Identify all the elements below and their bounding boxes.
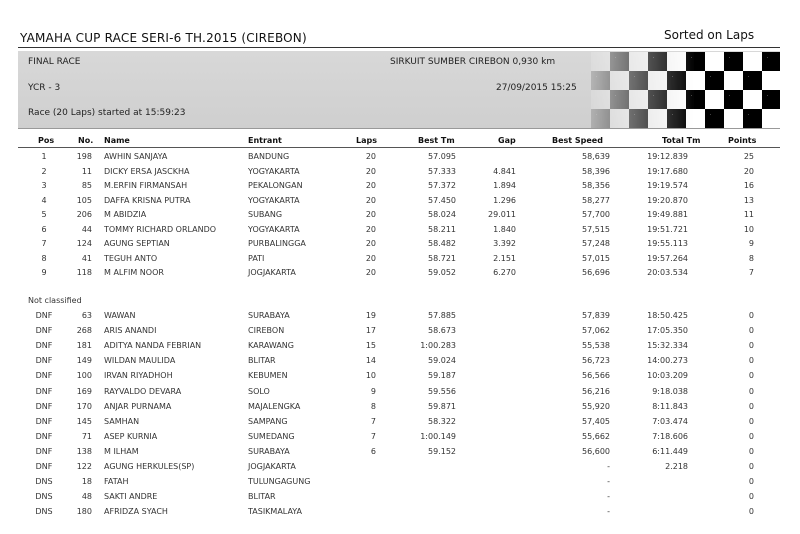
laps-cell: 17 bbox=[365, 326, 376, 336]
number-cell: 105 bbox=[76, 195, 92, 205]
entrant-cell: TASIKMALAYA bbox=[248, 507, 303, 517]
gap-cell: 1.840 bbox=[493, 224, 516, 234]
best-time-cell: 58.673 bbox=[428, 326, 456, 336]
best-time-cell: 58.721 bbox=[428, 253, 456, 263]
entrant-cell: KARAWANG bbox=[248, 341, 294, 351]
total-time-cell: 20:03.534 bbox=[647, 268, 688, 277]
total-time-cell: 17:05.350 bbox=[647, 326, 688, 336]
race-start-info: Race (20 Laps) started at 15:59:23 bbox=[28, 108, 186, 118]
points-cell: 0 bbox=[748, 492, 754, 502]
rider-name-cell: WAWAN bbox=[104, 311, 136, 320]
points-cell: 0 bbox=[748, 477, 754, 487]
points-cell: 0 bbox=[748, 401, 754, 411]
col-pos: Pos bbox=[38, 136, 55, 145]
number-cell: 44 bbox=[81, 224, 92, 234]
entrant-cell: SOLO bbox=[248, 386, 270, 396]
best-time-cell: 58.024 bbox=[428, 210, 456, 219]
gap-cell: 1.296 bbox=[493, 195, 516, 205]
col-best-speed: Best Speed bbox=[552, 136, 603, 145]
number-cell: 268 bbox=[76, 326, 92, 336]
table-row bbox=[0, 254, 800, 268]
best-speed-cell: 56,723 bbox=[582, 356, 610, 366]
total-time-cell: 15:32.334 bbox=[647, 341, 688, 351]
entrant-cell: CIREBON bbox=[248, 326, 285, 336]
laps-cell: 20 bbox=[365, 224, 376, 234]
entrant-cell: SUMEDANG bbox=[248, 431, 295, 441]
col-total-tm: Total Tm bbox=[662, 136, 701, 145]
best-time-cell: 57.885 bbox=[428, 311, 456, 320]
rider-name-cell: M ILHAM bbox=[104, 446, 139, 456]
race-name: FINAL RACE bbox=[28, 57, 81, 67]
race-class: YCR - 3 bbox=[28, 83, 61, 93]
header-divider bbox=[18, 147, 780, 148]
gap-cell: 6.270 bbox=[493, 268, 516, 277]
best-time-cell: 58.322 bbox=[428, 416, 456, 426]
total-time-cell: 7:18.606 bbox=[652, 431, 688, 441]
points-cell: 9 bbox=[748, 239, 754, 248]
number-cell: 100 bbox=[76, 371, 92, 381]
best-speed-cell: 57,248 bbox=[582, 239, 610, 248]
table-row bbox=[0, 225, 800, 239]
best-speed-cell: 55,538 bbox=[582, 341, 610, 351]
position-cell: DNF bbox=[35, 356, 53, 366]
entrant-cell: SAMPANG bbox=[248, 416, 288, 426]
table-row bbox=[0, 268, 800, 282]
best-time-cell: 57.095 bbox=[428, 152, 456, 161]
laps-cell: 8 bbox=[370, 401, 376, 411]
best-speed-cell: 56,696 bbox=[582, 268, 610, 277]
total-time-cell: 19:55.113 bbox=[647, 239, 688, 248]
total-time-cell: 10:03.209 bbox=[647, 371, 688, 381]
entrant-cell: YOGYAKARTA bbox=[248, 195, 300, 205]
table-row bbox=[0, 341, 800, 355]
position-cell: DNF bbox=[35, 326, 53, 336]
total-time-cell: 19:12.839 bbox=[647, 152, 688, 161]
laps-cell: 15 bbox=[365, 341, 376, 351]
rider-name-cell: WILDAN MAULIDA bbox=[104, 356, 176, 366]
number-cell: 180 bbox=[76, 507, 92, 517]
points-cell: 0 bbox=[748, 326, 754, 336]
number-cell: 145 bbox=[76, 416, 92, 426]
number-cell: 170 bbox=[76, 401, 92, 411]
position-cell: 4 bbox=[41, 195, 47, 205]
number-cell: 122 bbox=[76, 462, 92, 471]
entrant-cell: YOGYAKARTA bbox=[248, 166, 300, 176]
sort-label: Sorted on Laps bbox=[664, 28, 755, 42]
points-cell: 20 bbox=[743, 166, 754, 176]
table-row bbox=[0, 447, 800, 461]
rider-name-cell: AGUNG HERKULES(SP) bbox=[104, 462, 195, 471]
best-time-cell: 57.450 bbox=[428, 195, 456, 205]
best-speed-cell: 56,566 bbox=[582, 371, 610, 381]
title-divider bbox=[18, 47, 780, 48]
points-cell: 0 bbox=[748, 341, 754, 351]
rider-name-cell: DICKY ERSA JASCKHA bbox=[104, 166, 190, 176]
best-speed-cell: 57,062 bbox=[582, 326, 610, 336]
laps-cell: 20 bbox=[365, 166, 376, 176]
laps-cell: 20 bbox=[365, 152, 376, 161]
position-cell: DNF bbox=[35, 462, 53, 471]
table-row bbox=[0, 356, 800, 370]
number-cell: 124 bbox=[76, 239, 92, 248]
table-row bbox=[0, 196, 800, 210]
best-time-cell: 58.211 bbox=[428, 224, 456, 234]
rider-name-cell: M ABIDZIA bbox=[104, 210, 147, 219]
table-row bbox=[0, 181, 800, 195]
points-cell: 0 bbox=[748, 431, 754, 441]
best-speed-cell: - bbox=[607, 507, 610, 517]
best-time-cell: 59.024 bbox=[428, 356, 456, 366]
gap-cell: 29.011 bbox=[488, 210, 516, 219]
col-name: Name bbox=[104, 136, 130, 145]
best-speed-cell: 55,920 bbox=[582, 401, 610, 411]
best-speed-cell: 57,015 bbox=[582, 253, 610, 263]
best-time-cell: 59.187 bbox=[428, 371, 456, 381]
rider-name-cell: RAYVALDO DEVARA bbox=[104, 386, 182, 396]
number-cell: 149 bbox=[76, 356, 92, 366]
laps-cell: 20 bbox=[365, 195, 376, 205]
points-cell: 13 bbox=[743, 195, 754, 205]
best-speed-cell: 55,662 bbox=[582, 431, 610, 441]
total-time-cell: 19:51.721 bbox=[647, 224, 688, 234]
position-cell: DNF bbox=[35, 431, 53, 441]
number-cell: 11 bbox=[81, 166, 92, 176]
position-cell: DNS bbox=[35, 492, 53, 502]
table-row bbox=[0, 387, 800, 401]
total-time-cell: 8:11.843 bbox=[652, 401, 688, 411]
table-row bbox=[0, 477, 800, 491]
best-time-cell: 57.333 bbox=[428, 166, 456, 176]
points-cell: 7 bbox=[748, 268, 754, 277]
best-time-cell: 59.556 bbox=[428, 386, 456, 396]
points-cell: 0 bbox=[748, 356, 754, 366]
entrant-cell: SURABAYA bbox=[248, 446, 290, 456]
points-cell: 0 bbox=[748, 371, 754, 381]
table-row bbox=[0, 311, 800, 325]
total-time-cell: 6:11.449 bbox=[652, 446, 688, 456]
rider-name-cell: FATAH bbox=[104, 477, 129, 487]
best-time-cell: 1:00.149 bbox=[420, 431, 456, 441]
laps-cell: 14 bbox=[365, 356, 376, 366]
total-time-cell: 7:03.474 bbox=[652, 416, 688, 426]
entrant-cell: MAJALENGKA bbox=[248, 401, 301, 411]
best-speed-cell: 58,356 bbox=[582, 181, 610, 190]
position-cell: DNF bbox=[35, 311, 53, 320]
entrant-cell: JOGJAKARTA bbox=[248, 462, 296, 471]
entrant-cell: SURABAYA bbox=[248, 311, 290, 320]
rider-name-cell: ADITYA NANDA FEBRIAN bbox=[104, 341, 202, 351]
total-time-cell: 19:57.264 bbox=[647, 253, 688, 263]
total-time-cell: 9:18.038 bbox=[652, 386, 688, 396]
laps-cell: 9 bbox=[370, 386, 376, 396]
table-row bbox=[0, 507, 800, 521]
not-classified-label: Not classified bbox=[28, 296, 82, 305]
laps-cell: 20 bbox=[365, 268, 376, 277]
position-cell: 7 bbox=[41, 239, 47, 248]
total-time-cell: 19:20.870 bbox=[647, 195, 688, 205]
points-cell: 8 bbox=[748, 253, 754, 263]
position-cell: 3 bbox=[41, 181, 47, 190]
total-time-cell: 2.218 bbox=[665, 462, 688, 471]
position-cell: DNF bbox=[35, 416, 53, 426]
best-time-cell: 59.152 bbox=[428, 446, 456, 456]
best-speed-cell: 56,600 bbox=[582, 446, 610, 456]
best-time-cell: 59.871 bbox=[428, 401, 456, 411]
points-cell: 10 bbox=[743, 224, 754, 234]
entrant-cell: BANDUNG bbox=[248, 152, 290, 161]
best-speed-cell: 56,216 bbox=[582, 386, 610, 396]
rider-name-cell: TEGUH ANTO bbox=[104, 253, 158, 263]
table-row bbox=[0, 462, 800, 476]
table-row bbox=[0, 326, 800, 340]
table-row bbox=[0, 402, 800, 416]
position-cell: 1 bbox=[41, 152, 47, 161]
rider-name-cell: SAKTI ANDRE bbox=[104, 492, 158, 502]
entrant-cell: PATI bbox=[248, 253, 265, 263]
total-time-cell: 19:19.574 bbox=[647, 181, 688, 190]
best-speed-cell: 57,700 bbox=[582, 210, 610, 219]
laps-cell: 20 bbox=[365, 253, 376, 263]
position-cell: DNF bbox=[35, 341, 53, 351]
number-cell: 138 bbox=[76, 446, 92, 456]
rider-name-cell: M ALFIM NOOR bbox=[104, 268, 164, 277]
table-row bbox=[0, 152, 800, 166]
laps-cell: 20 bbox=[365, 210, 376, 219]
entrant-cell: BLITAR bbox=[248, 356, 276, 366]
best-time-cell: 58.482 bbox=[428, 239, 456, 248]
entrant-cell: JOGJAKARTA bbox=[248, 268, 296, 277]
best-speed-cell: 57,405 bbox=[582, 416, 610, 426]
position-cell: DNF bbox=[35, 401, 53, 411]
number-cell: 18 bbox=[81, 477, 92, 487]
position-cell: 5 bbox=[41, 210, 47, 219]
table-row bbox=[0, 432, 800, 446]
points-cell: 0 bbox=[748, 416, 754, 426]
rider-name-cell: AFRIDZA SYACH bbox=[104, 507, 168, 517]
gap-cell: 4.841 bbox=[493, 166, 516, 176]
number-cell: 169 bbox=[76, 386, 92, 396]
position-cell: 2 bbox=[41, 166, 47, 176]
position-cell: DNS bbox=[35, 477, 53, 487]
number-cell: 48 bbox=[81, 492, 92, 502]
col-points: Points bbox=[728, 136, 757, 145]
entrant-cell: PEKALONGAN bbox=[248, 181, 303, 190]
best-speed-cell: 58,396 bbox=[582, 166, 610, 176]
rider-name-cell: ANJAR PURNAMA bbox=[104, 401, 172, 411]
points-cell: 0 bbox=[748, 446, 754, 456]
position-cell: 8 bbox=[41, 253, 47, 263]
position-cell: DNF bbox=[35, 446, 53, 456]
position-cell: DNF bbox=[35, 371, 53, 381]
gap-cell: 2.151 bbox=[493, 253, 516, 263]
gap-cell: 1.894 bbox=[493, 181, 516, 190]
table-row bbox=[0, 210, 800, 224]
position-cell: DNS bbox=[35, 507, 53, 517]
total-time-cell: 19:17.680 bbox=[647, 166, 688, 176]
rider-name-cell: ARIS ANANDI bbox=[104, 326, 157, 336]
position-cell: 6 bbox=[41, 224, 47, 234]
table-row bbox=[0, 492, 800, 506]
laps-cell: 7 bbox=[370, 431, 376, 441]
laps-cell: 10 bbox=[365, 371, 376, 381]
page-title: YAMAHA CUP RACE SERI-6 TH.2015 (CIREBON) bbox=[20, 31, 307, 45]
col-gap: Gap bbox=[498, 136, 516, 145]
rider-name-cell: TOMMY RICHARD ORLANDO bbox=[104, 224, 217, 234]
laps-cell: 7 bbox=[370, 416, 376, 426]
points-cell: 0 bbox=[748, 386, 754, 396]
best-speed-cell: - bbox=[607, 492, 610, 502]
rider-name-cell: AGUNG SEPTIAN bbox=[104, 239, 170, 248]
table-row bbox=[0, 239, 800, 253]
gap-cell: 3.392 bbox=[493, 239, 516, 248]
rider-name-cell: IRVAN RIYADHOH bbox=[104, 371, 173, 381]
race-datetime: 27/09/2015 15:25 bbox=[496, 83, 577, 93]
best-speed-cell: 58,639 bbox=[582, 152, 610, 161]
number-cell: 206 bbox=[76, 210, 92, 219]
laps-cell: 20 bbox=[365, 181, 376, 190]
points-cell: 0 bbox=[748, 507, 754, 517]
table-row bbox=[0, 167, 800, 181]
checkered-flag bbox=[591, 52, 780, 128]
col-no: No. bbox=[78, 136, 94, 145]
entrant-cell: SUBANG bbox=[248, 210, 283, 219]
best-time-cell: 57.372 bbox=[428, 181, 456, 190]
best-speed-cell: 57,515 bbox=[582, 224, 610, 234]
circuit-name: SIRKUIT SUMBER CIREBON 0,930 km bbox=[390, 57, 556, 67]
entrant-cell: YOGYAKARTA bbox=[248, 224, 300, 234]
number-cell: 181 bbox=[76, 341, 92, 351]
position-cell: DNF bbox=[35, 386, 53, 396]
number-cell: 63 bbox=[81, 311, 92, 320]
laps-cell: 20 bbox=[365, 239, 376, 248]
entrant-cell: KEBUMEN bbox=[248, 371, 288, 381]
entrant-cell: TULUNGAGUNG bbox=[248, 477, 311, 487]
number-cell: 71 bbox=[81, 431, 92, 441]
number-cell: 198 bbox=[76, 152, 92, 161]
table-row bbox=[0, 371, 800, 385]
points-cell: 16 bbox=[743, 181, 754, 190]
points-cell: 11 bbox=[743, 210, 754, 219]
best-speed-cell: - bbox=[607, 477, 610, 487]
entrant-cell: PURBALINGGA bbox=[248, 239, 306, 248]
best-time-cell: 59.052 bbox=[428, 268, 456, 277]
best-speed-cell: 58,277 bbox=[582, 195, 610, 205]
position-cell: 9 bbox=[41, 268, 47, 277]
number-cell: 41 bbox=[81, 253, 92, 263]
laps-cell: 19 bbox=[365, 311, 376, 320]
col-best-tm: Best Tm bbox=[418, 136, 455, 145]
rider-name-cell: AWHIN SANJAYA bbox=[104, 152, 168, 161]
total-time-cell: 14:00.273 bbox=[647, 356, 688, 366]
number-cell: 85 bbox=[81, 181, 92, 190]
best-speed-cell: - bbox=[607, 462, 610, 471]
points-cell: 0 bbox=[748, 462, 754, 471]
laps-cell: 6 bbox=[370, 446, 376, 456]
rider-name-cell: M.ERFIN FIRMANSAH bbox=[104, 181, 188, 190]
points-cell: 25 bbox=[743, 152, 754, 161]
best-time-cell: 1:00.283 bbox=[420, 341, 456, 351]
total-time-cell: 18:50.425 bbox=[647, 311, 688, 320]
total-time-cell: 19:49.881 bbox=[647, 210, 688, 219]
rider-name-cell: DAFFA KRISNA PUTRA bbox=[104, 195, 191, 205]
rider-name-cell: SAMHAN bbox=[104, 416, 140, 426]
number-cell: 118 bbox=[76, 268, 92, 277]
entrant-cell: BLITAR bbox=[248, 492, 276, 502]
best-speed-cell: 57,839 bbox=[582, 311, 610, 320]
points-cell: 0 bbox=[748, 311, 754, 320]
col-laps: Laps bbox=[356, 136, 377, 145]
table-row bbox=[0, 417, 800, 431]
rider-name-cell: ASEP KURNIA bbox=[104, 431, 158, 441]
col-entrant: Entrant bbox=[248, 136, 282, 145]
